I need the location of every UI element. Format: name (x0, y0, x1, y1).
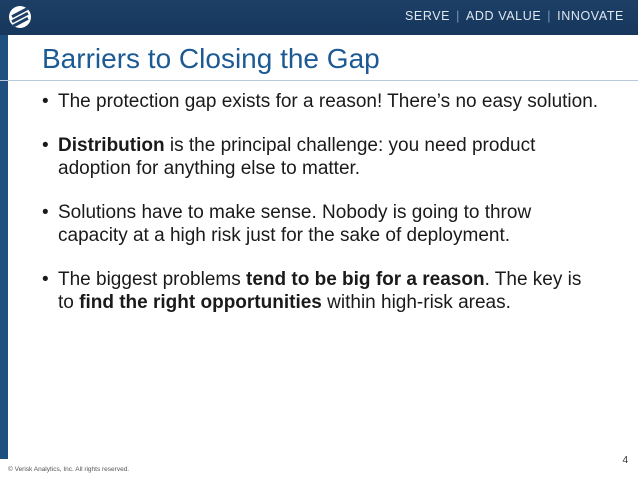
bullet-item (42, 268, 602, 314)
bullet-text: is the principal challenge: you need product adoption for anything else to matter. (58, 135, 536, 179)
tagline-divider: | (547, 9, 552, 23)
header-bar (0, 0, 638, 35)
bullet-dot-icon: • (42, 269, 49, 290)
bullet-list (42, 90, 602, 335)
bullet-dot-icon: • (42, 202, 49, 223)
tagline-add-value: ADD VALUE (465, 9, 542, 23)
tagline-divider: | (456, 9, 460, 23)
bullet-text: The biggest problems (58, 269, 246, 290)
bullet-dot-icon: • (42, 91, 49, 112)
copyright-notice: © Verisk Analytics, Inc. All rights reserved. (8, 466, 130, 473)
company-logo-icon (9, 6, 31, 28)
left-accent-bar (0, 35, 8, 459)
page-number: 4 (622, 455, 628, 466)
tagline (405, 9, 624, 23)
slide-title: Barriers to Closing the Gap (42, 43, 380, 74)
bullet-item (42, 134, 602, 180)
bullet-text: within high-risk areas. (321, 292, 511, 313)
bullet-text: The protection gap exists for a reason! There’s no easy solution. (58, 91, 599, 112)
bullet-text: . The key is to (58, 269, 582, 313)
tagline-innovate: INNOVATE (557, 9, 624, 23)
bullet-text: Solutions have to make sense. Nobody is going to throw capacity at a high risk just for the sake of deployment. (58, 202, 532, 246)
bullet-emphasis-text: Distribution (58, 135, 165, 156)
bullet-dot-icon: • (42, 135, 49, 156)
bullet-item (42, 90, 602, 113)
title-divider (0, 80, 638, 81)
tagline-serve: SERVE (404, 9, 451, 23)
bullet-emphasis-text: find the right opportunities (79, 292, 322, 313)
bullet-item (42, 201, 602, 247)
bullet-emphasis-text: tend to be big for a reason (246, 269, 485, 290)
